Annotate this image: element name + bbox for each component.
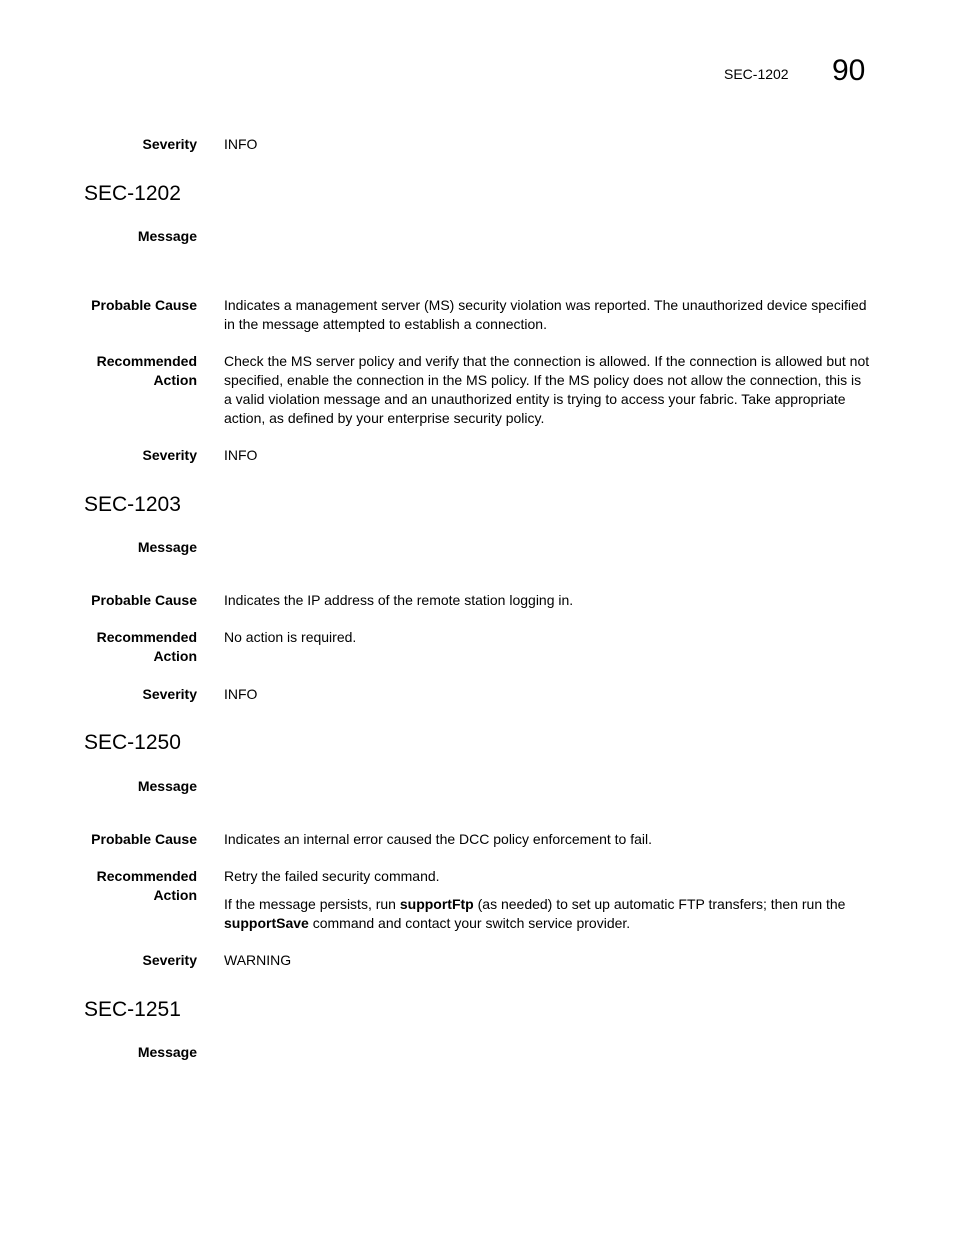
probable-cause-text: Indicates an internal error caused the DCC policy enforcement to fail. bbox=[224, 831, 652, 847]
command-supportftp: supportFtp bbox=[399, 896, 474, 912]
action-text-part: command and contact your switch service provider. bbox=[308, 915, 631, 931]
probable-cause-label: Probable Cause bbox=[91, 831, 197, 847]
severity-label: Severity bbox=[142, 686, 197, 702]
severity-value: INFO bbox=[224, 136, 258, 152]
recommended-action-text: Retry the failed security command. bbox=[224, 868, 440, 884]
section-title: SEC-1251 bbox=[84, 998, 181, 1021]
action-word: Action bbox=[153, 372, 197, 388]
recommended-action-text: No action is required. bbox=[224, 629, 357, 645]
action-word: Action bbox=[153, 887, 197, 903]
recommended-action-label bbox=[60, 628, 197, 666]
severity-label: Severity bbox=[142, 447, 197, 463]
chapter-number: 90 bbox=[832, 54, 866, 87]
message-label: Message bbox=[137, 778, 197, 794]
severity-label: Severity bbox=[142, 952, 197, 968]
section-title: SEC-1202 bbox=[84, 182, 181, 205]
action-text-part: If the message persists, run bbox=[224, 896, 400, 912]
severity-value: INFO bbox=[224, 686, 258, 702]
severity-label: Severity bbox=[142, 136, 197, 152]
recommended-action-text-2 bbox=[224, 895, 872, 933]
recommended-word: Recommended bbox=[96, 353, 197, 369]
probable-cause-label: Probable Cause bbox=[91, 297, 197, 313]
severity-value: WARNING bbox=[224, 952, 292, 968]
recommended-word: Recommended bbox=[96, 868, 197, 884]
severity-value: INFO bbox=[224, 447, 258, 463]
recommended-action-label bbox=[60, 352, 197, 390]
message-label: Message bbox=[137, 539, 197, 555]
probable-cause-text: Indicates a management server (MS) security violation was reported. The unauthorized device specified in the message attempted to establish a connection. bbox=[224, 297, 867, 332]
action-text-part: (as needed) to set up automatic FTP transfers; then run the bbox=[473, 896, 846, 912]
recommended-action-text: Check the MS server policy and verify that the connection is allowed. If the connection is allowed but not specified, enable the connection in the MS policy. If the MS policy does not allow the connection, this is a valid violation message and an unauthorized entity is trying to access your fabric. Take appropriate action, as defined by your enterprise security policy. bbox=[224, 353, 870, 426]
section-title: SEC-1203 bbox=[84, 493, 181, 516]
command-supportsave: supportSave bbox=[224, 915, 309, 931]
header-message-code: SEC-1202 bbox=[724, 66, 789, 82]
recommended-action-label bbox=[60, 867, 197, 905]
recommended-word: Recommended bbox=[96, 629, 197, 645]
section-title: SEC-1250 bbox=[84, 731, 181, 754]
message-label: Message bbox=[137, 228, 197, 244]
probable-cause-label: Probable Cause bbox=[91, 592, 197, 608]
action-word: Action bbox=[153, 648, 197, 664]
message-label: Message bbox=[137, 1044, 197, 1060]
probable-cause-text: Indicates the IP address of the remote station logging in. bbox=[224, 592, 574, 608]
